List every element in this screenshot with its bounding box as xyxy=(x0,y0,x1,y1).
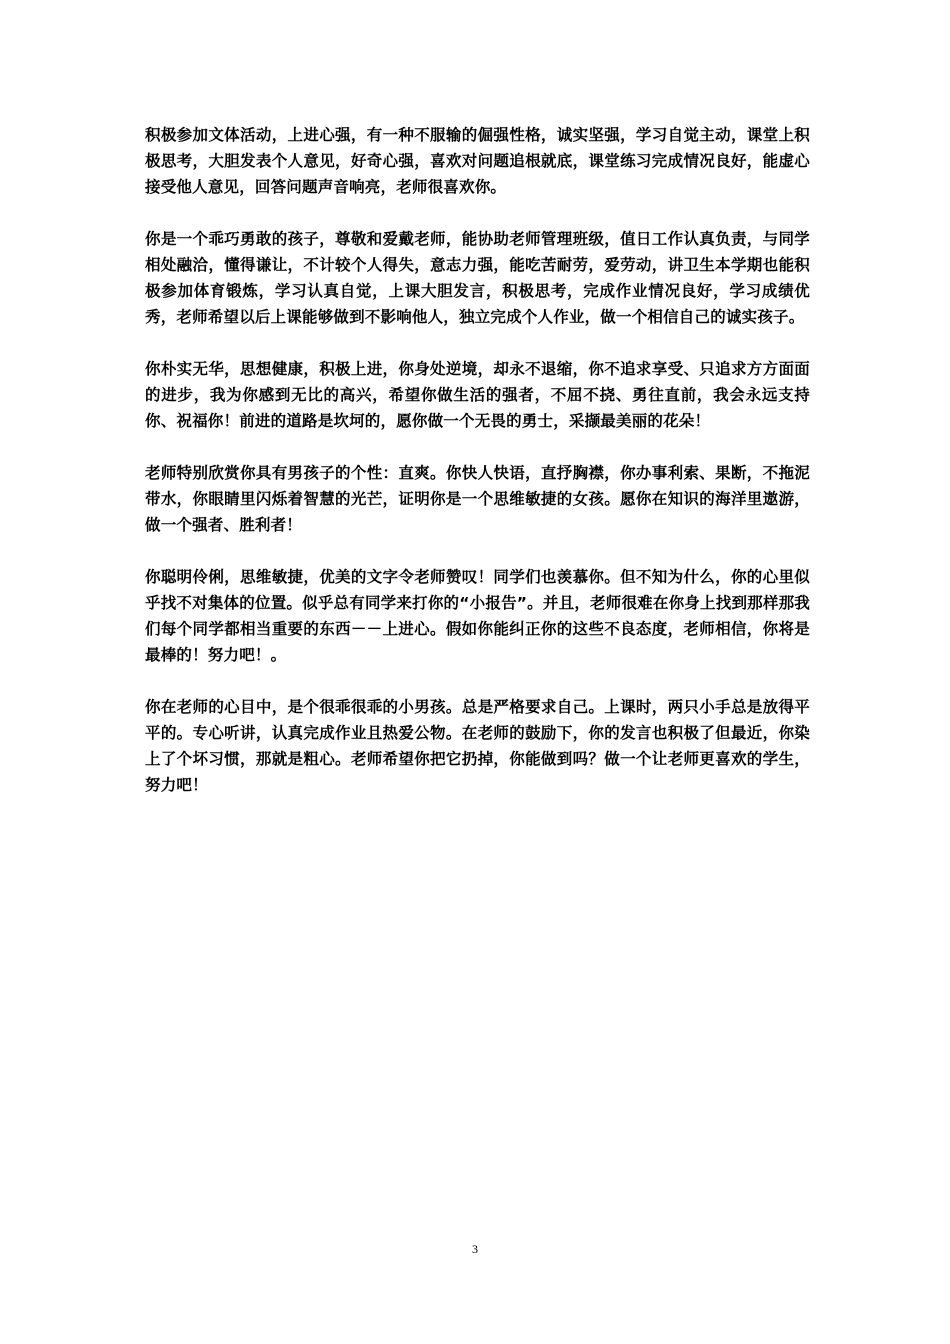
paragraph-3: 你朴实无华，思想健康，积极上进，你身处逆境，却永不退缩，你不追求享受、只追求方方面面的进步，我为你感到无比的高兴，希望你做生活的强者，不屈不挠、勇往直前，我会永远支持你、祝福你！前进的道路是坎坷的，愿你做一个无畏的勇士，采撷最美丽的花朵！ xyxy=(145,360,810,430)
page-number: 3 xyxy=(472,1242,478,1256)
paragraph-6: 你在老师的心目中，是个很乖很乖的小男孩。总是严格要求自己。上课时，两只小手总是放得平平的。专心听讲，认真完成作业且热爱公物。在老师的鼓励下，你的发言也积极了但最近，你染上了个坏习惯，那就是粗心。老师希望你把它扔掉，你能做到吗？做一个让老师更喜欢的学生，努力吧！ xyxy=(145,698,810,794)
paragraph-4: 老师特别欣赏你具有男孩子的个性：直爽。你快人快语，直抒胸襟，你办事利索、果断，不拖泥带水，你眼睛里闪烁着智慧的光芒，证明你是一个思维敏捷的女孩。愿你在知识的海洋里遨游，做一个强者、胜利者！ xyxy=(145,464,810,534)
paragraph-5: 你聪明伶俐，思维敏捷，优美的文字令老师赞叹！同学们也羡慕你。但不知为什么，你的心里似乎找不对集体的位置。似乎总有同学来打你的“小报告”。并且，老师很难在你身上找到那样那我们每个同学都相当重要的东西－－上进心。假如你能纠正你的这些不良态度，老师相信，你将是最棒的！努力吧！。 xyxy=(145,568,810,664)
document-body xyxy=(145,122,810,824)
paragraph-1: 积极参加文体活动，上进心强，有一种不服输的倔强性格，诚实坚强，学习自觉主动，课堂上积极思考，大胆发表个人意见，好奇心强，喜欢对问题追根就底，课堂练习完成情况良好，能虚心接受他人意见，回答问题声音响亮，老师很喜欢你。 xyxy=(145,126,810,196)
paragraph-2: 你是一个乖巧勇敢的孩子，尊敬和爱戴老师，能协助老师管理班级，值日工作认真负责，与同学相处融洽，懂得谦让，不计较个人得失，意志力强，能吃苦耐劳，爱劳动，讲卫生本学期也能积极参加体育锻炼，学习认真自觉，上课大胆发言，积极思考，完成作业情况良好，学习成绩优秀，老师希望以后上课能够做到不影响他人，独立完成个人作业，做一个相信自己的诚实孩子。 xyxy=(145,230,810,326)
